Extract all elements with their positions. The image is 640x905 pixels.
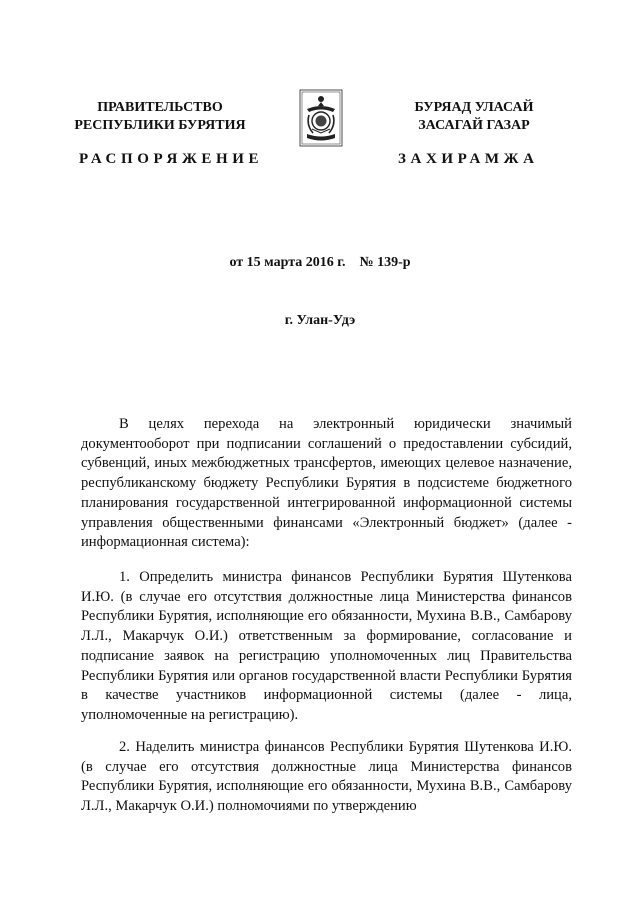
header-left-line1: ПРАВИТЕЛЬСТВО <box>97 100 223 115</box>
header-left-line2: РЕСПУБЛИКИ БУРЯТИЯ <box>74 118 246 133</box>
city: г. Улан-Удэ <box>284 313 356 328</box>
header-right-line1: БУРЯАД УЛАСАЙ <box>414 100 534 115</box>
document-number: № 139-р <box>359 255 411 270</box>
header-right-line2: ЗАСАГАЙ ГАЗАР <box>418 118 530 133</box>
coat-of-arms-icon <box>299 89 343 147</box>
paragraph-intro: В целях перехода на электронный юридически значимый документооборот при подписании соглашений о предоставлении субсидий, субвенций, иных межбюджетных трансфертов, имеющих целевое назначение, республиканскому бюджету Республики Бурятия в подсистеме бюджетного планирования государственной интегрированной информационной системы управления общественными финансами «Электронный бюджет» (далее - информационная система): <box>81 416 572 551</box>
document-date: от 15 марта 2016 г. <box>229 255 346 270</box>
header-right <box>374 99 574 135</box>
paragraph-item-1: 1. Определить министра финансов Республики Бурятия Шутенкова И.Ю. (в случае его отсутствия должностные лица Министерства финансов Республики Бурятия, исполняющие его обязанности, Мухина В.В., Самбарову Л.Л., Макарчук О.И.) ответственным за формирование, согласование и подписание заявок на регистрацию уполномоченных лиц Правительства Республики Бурятия или органов государственной власти Республики Бурятия в качестве участников информационной системы (далее - лица, уполномоченные на регистрацию). <box>81 569 572 723</box>
paragraph-item-2: 2. Наделить министра финансов Республики Бурятия Шутенкова И.Ю. (в случае его отсутствия должностные лица Министерства финансов Республики Бурятия, исполняющие его обязанности, Мухина В.В., Самбарову Л.Л., Макарчук О.И.) полномочиями по утверждению <box>81 739 572 815</box>
order-title-ru: РАСПОРЯЖЕНИЕ <box>79 151 264 167</box>
header-left <box>60 99 260 135</box>
date-line <box>0 255 640 271</box>
order-title-bua: ЗАХИРАМЖА <box>398 151 539 167</box>
